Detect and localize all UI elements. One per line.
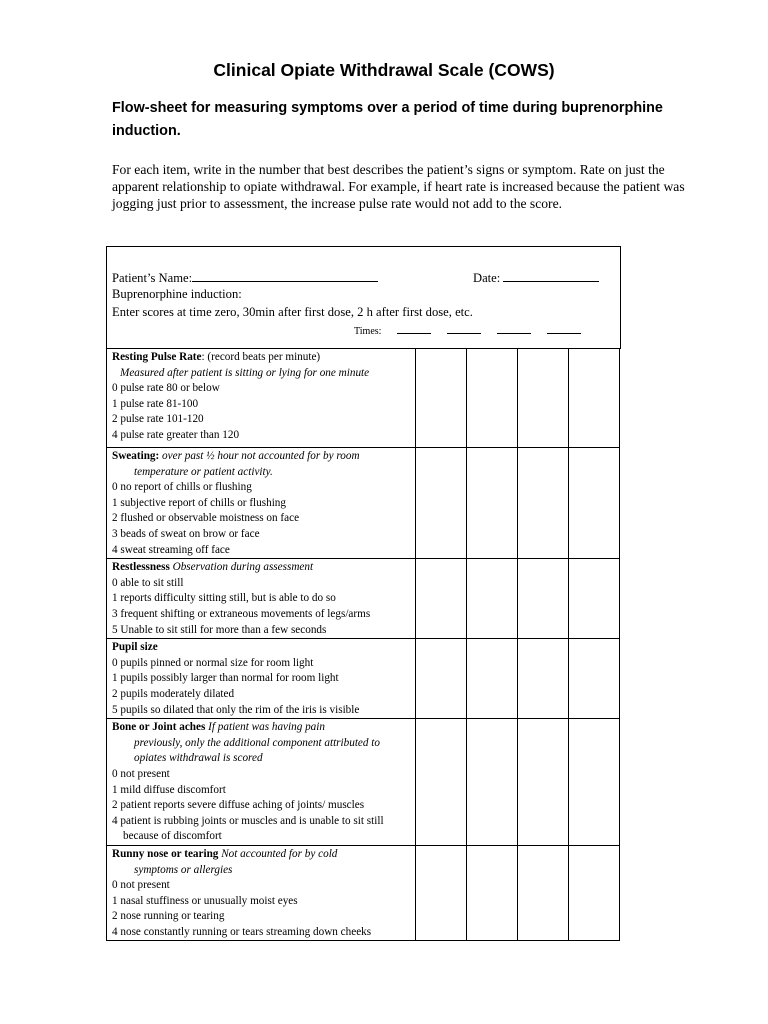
item-note: If patient was having pain — [208, 721, 325, 734]
subtitle: Flow-sheet for measuring symptoms over a period of time during buprenorphine induction. — [112, 100, 663, 139]
patient-name-line — [112, 269, 378, 286]
score-cell[interactable] — [467, 639, 518, 719]
option: 1 nasal stuffiness or unusually moist eyes — [112, 894, 298, 907]
time-field-3[interactable] — [497, 324, 531, 334]
item-note: over past ½ hour not accounted for by room — [162, 450, 360, 462]
score-cell[interactable] — [416, 639, 467, 719]
option: 1 reports difficulty sitting still, but is able to do so — [112, 592, 336, 605]
item-description — [107, 639, 416, 719]
option: 2 pupils moderately dilated — [112, 687, 235, 700]
table-row — [107, 639, 620, 719]
item-note: Measured after patient is sitting or lying for one minute — [120, 366, 370, 379]
intro-paragraph: For each item, write in the number that best describes the patient’s signs or symptom. Rate on just the apparent relationship to opiate withdrawal. For example, if heart rate is increased because the patient was jogging just prior to assessment, the increase pulse rate would not add to the score. — [112, 162, 685, 211]
item-heading: Bone or Joint aches — [112, 721, 206, 734]
option: 0 not present — [112, 767, 170, 780]
option: 2 flushed or observable moistness on face — [112, 512, 300, 525]
date-line — [473, 269, 599, 286]
score-cell[interactable] — [467, 559, 518, 639]
score-cell[interactable] — [518, 448, 569, 559]
score-cell[interactable] — [467, 349, 518, 448]
item-note: Observation during assessment — [172, 561, 314, 574]
time-field-1[interactable] — [397, 324, 431, 334]
score-cell[interactable] — [569, 845, 620, 941]
option: 1 mild diffuse discomfort — [112, 783, 226, 796]
patient-name-field[interactable] — [192, 269, 378, 282]
score-cell[interactable] — [467, 448, 518, 559]
item-description — [107, 448, 416, 559]
times-label: Times: — [354, 326, 382, 337]
option: 0 no report of chills or flushing — [112, 481, 252, 494]
score-cell[interactable] — [467, 845, 518, 941]
option: 1 pupils possibly larger than normal for room light — [112, 672, 339, 685]
induction-label: Buprenorphine induction: — [112, 287, 242, 301]
score-cell[interactable] — [569, 448, 620, 559]
option: 4 sweat streaming off face — [112, 543, 230, 556]
option: 0 pupils pinned or normal size for room light — [112, 656, 314, 669]
option: 2 pulse rate 101-120 — [112, 413, 204, 426]
table-row — [107, 349, 620, 448]
score-cell[interactable] — [569, 639, 620, 719]
score-cell[interactable] — [569, 719, 620, 846]
score-cell[interactable] — [569, 559, 620, 639]
option: 5 pupils so dilated that only the rim of the iris is visible — [112, 703, 360, 716]
score-cell[interactable] — [416, 349, 467, 448]
option: 5 Unable to sit still for more than a few seconds — [112, 623, 327, 636]
time-field-2[interactable] — [447, 324, 481, 334]
score-cell[interactable] — [416, 845, 467, 941]
score-cell[interactable] — [518, 639, 569, 719]
time-field-4[interactable] — [547, 324, 581, 334]
score-cell[interactable] — [518, 719, 569, 846]
item-note-continued: temperature or patient activity. — [134, 465, 273, 478]
score-cell[interactable] — [416, 448, 467, 559]
date-field[interactable] — [503, 269, 599, 282]
item-heading-suffix: : (record beats per minute) — [201, 351, 321, 363]
score-cell[interactable] — [518, 559, 569, 639]
item-description — [107, 845, 416, 941]
option: 4 patient is rubbing joints or muscles and is unable to sit still because of discomfort — [112, 814, 384, 843]
item-description — [107, 719, 416, 846]
option: 1 pulse rate 81-100 — [112, 397, 199, 410]
score-cell[interactable] — [467, 719, 518, 846]
option: 0 not present — [112, 879, 170, 892]
item-note-continued: symptoms or allergies — [134, 863, 233, 876]
table-row — [107, 559, 620, 639]
score-cell[interactable] — [416, 559, 467, 639]
option: 2 nose running or tearing — [112, 910, 225, 923]
option: 4 nose constantly running or tears streaming down cheeks — [112, 925, 372, 938]
option: 3 frequent shifting or extraneous movements of legs/arms — [112, 607, 371, 620]
option: 0 able to sit still — [112, 576, 184, 589]
patient-info-box — [106, 246, 621, 349]
score-cell[interactable] — [518, 349, 569, 448]
table-row — [107, 719, 620, 846]
item-heading: Resting Pulse Rate — [112, 351, 202, 363]
option: 0 pulse rate 80 or below — [112, 382, 220, 395]
table-row — [107, 448, 620, 559]
item-description — [107, 559, 416, 639]
table-row — [107, 845, 620, 941]
item-heading: Sweating: — [112, 450, 160, 462]
item-note-continued: previously, only the additional component attributed to opiates withdrawal is scored — [134, 736, 380, 765]
item-description — [107, 349, 416, 448]
item-note: Not accounted for by cold — [221, 847, 338, 860]
item-heading: Pupil size — [112, 641, 158, 654]
score-cell[interactable] — [416, 719, 467, 846]
item-heading: Restlessness — [112, 561, 170, 574]
date-label: Date: — [473, 271, 501, 285]
option: 4 pulse rate greater than 120 — [112, 428, 240, 441]
patient-name-label: Patient’s Name: — [112, 271, 193, 285]
option: 2 patient reports severe diffuse aching of joints/ muscles — [112, 799, 365, 812]
item-heading: Runny nose or tearing — [112, 847, 219, 860]
score-cell[interactable] — [569, 349, 620, 448]
scores-table — [106, 348, 620, 941]
option: 3 beads of sweat on brow or face — [112, 527, 260, 540]
times-line — [354, 324, 581, 337]
option: 1 subjective report of chills or flushing — [112, 496, 286, 509]
page-title: Clinical Opiate Withdrawal Scale (COWS) — [213, 60, 555, 80]
instructions-text: Enter scores at time zero, 30min after first dose, 2 h after first dose, etc. — [112, 305, 473, 319]
score-cell[interactable] — [518, 845, 569, 941]
